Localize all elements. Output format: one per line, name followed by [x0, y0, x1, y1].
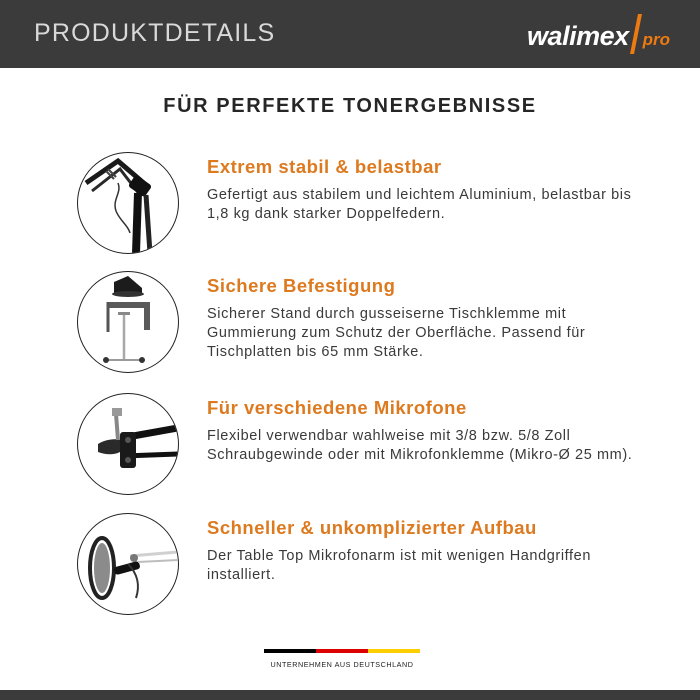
feature-title: Sichere Befestigung	[207, 275, 396, 296]
logo-sub-text: pro	[642, 30, 670, 49]
feature-title: Extrem stabil & belastbar	[207, 156, 442, 177]
feature-description: Gefertigt aus stabilem und leichtem Aluminium, belastbar bis 1,8 kg dank starker Doppelfedern.	[207, 187, 632, 222]
logo-slash-icon	[630, 14, 642, 54]
german-flag-icon	[264, 649, 420, 653]
microphone-mount-icon	[78, 394, 178, 494]
flag-stripe-gold	[368, 649, 420, 653]
feature-title: Schneller & unkomplizierter Aufbau	[207, 517, 537, 538]
feature-description: Sicherer Stand durch gusseiserne Tischklemme mit Gummierung zum Schutz der Oberfläche. Passend für Tischplatten bis 65 mm Stärke.	[207, 306, 586, 360]
feature-stability	[0, 152, 700, 262]
made-in-text: UNTERNEHMEN AUS DEUTSCHLAND	[270, 660, 414, 669]
microphone-arm-icon	[78, 514, 178, 614]
page-headline: FÜR PERFEKTE TONERGEBNISSE	[163, 95, 537, 117]
feature-image-circle	[77, 393, 179, 495]
feature-microphones	[0, 393, 700, 503]
header-title: PRODUKTDETAILS	[34, 19, 276, 47]
feature-title: Für verschiedene Mikrofone	[207, 397, 467, 418]
brand-logo	[527, 14, 670, 54]
flag-stripe-red	[316, 649, 368, 653]
feature-mounting	[0, 271, 700, 381]
spring-arm-icon	[78, 153, 178, 253]
made-in-germany-badge	[264, 649, 420, 669]
header-bar	[0, 0, 700, 68]
feature-image-circle	[77, 152, 179, 254]
feature-description: Flexibel verwendbar wahlweise mit 3/8 bzw. 5/8 Zoll Schraubgewinde oder mit Mikrofonklemme (Mikro-Ø 25 mm).	[207, 428, 633, 463]
table-clamp-icon	[78, 272, 178, 372]
footer-bar	[0, 690, 700, 700]
flag-stripe-black	[264, 649, 316, 653]
feature-image-circle	[77, 271, 179, 373]
logo-main-text: walimex	[527, 21, 629, 51]
feature-image-circle	[77, 513, 179, 615]
feature-description: Der Table Top Mikrofonarm ist mit wenigen Handgriffen installiert.	[207, 548, 591, 583]
feature-setup	[0, 513, 700, 623]
